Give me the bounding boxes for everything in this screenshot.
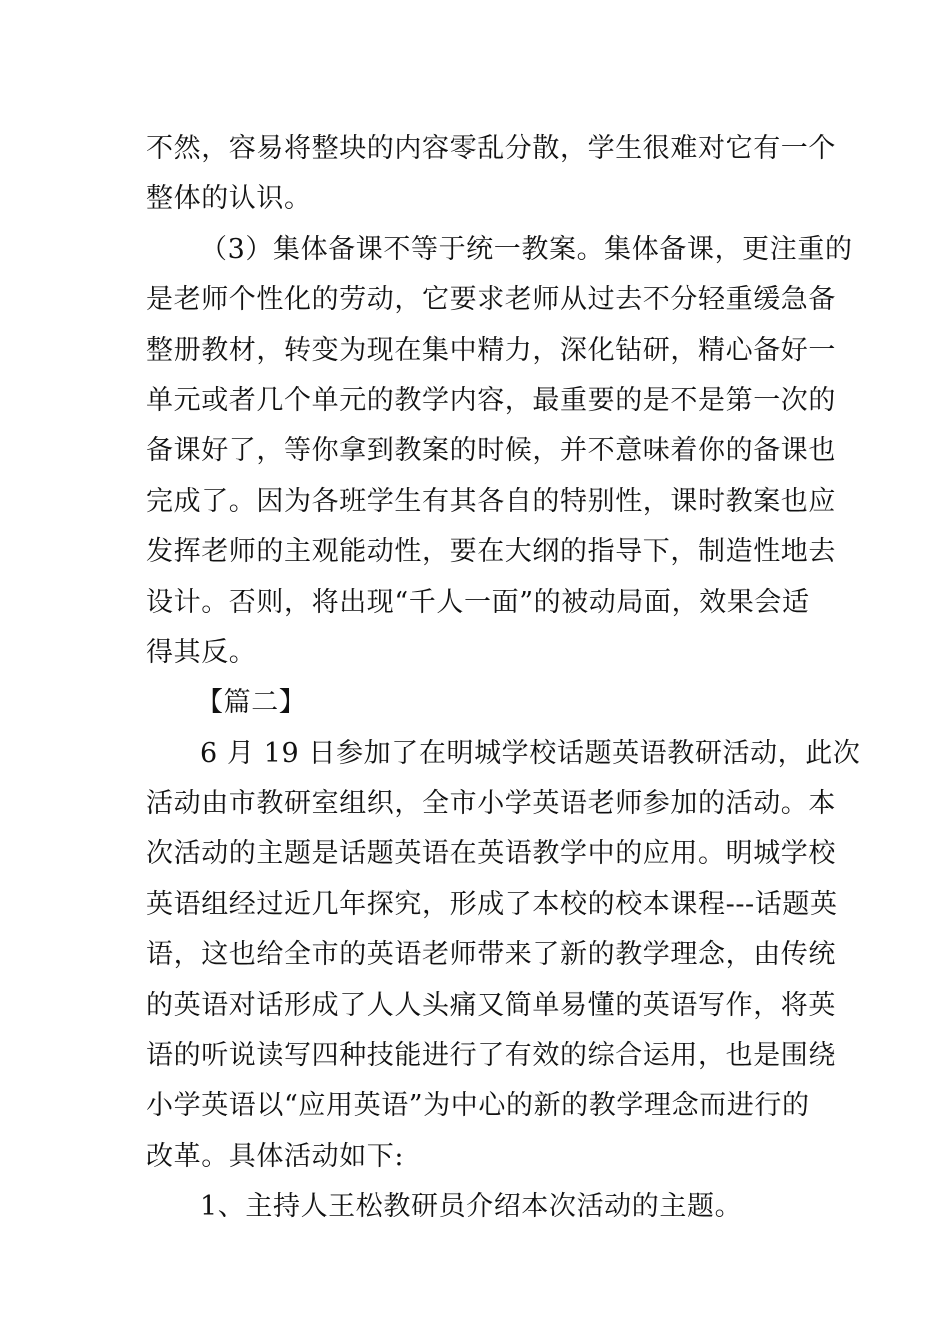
text-line: 单元或者几个单元的教学内容，最重要的是不是第一次的 bbox=[146, 384, 836, 416]
text-line: 改革。具体活动如下: bbox=[146, 1140, 405, 1172]
text-line: 得其反。 bbox=[146, 636, 257, 668]
section-heading: 【篇二】 bbox=[196, 687, 307, 719]
text-line: 设计。否则，将出现“千人一面”的被动局面，效果会适 bbox=[146, 586, 810, 618]
text-line: 完成了。因为各班学生有其各自的特别性，课时教案也应 bbox=[146, 485, 836, 517]
text-line: 次活动的主题是话题英语在英语教学中的应用。明城学校 bbox=[146, 838, 836, 870]
text-line: 小学英语以“应用英语”为中心的新的教学理念而进行的 bbox=[146, 1090, 810, 1122]
text-line: 活动由市教研室组织，全市小学英语老师参加的活动。本 bbox=[146, 788, 836, 820]
text-line: 整体的认识。 bbox=[146, 183, 312, 215]
text-line: 6 月 19 日参加了在明城学校话题英语教研活动，此次 bbox=[200, 737, 861, 769]
text-line: 是老师个性化的劳动，它要求老师从过去不分轻重缓急备 bbox=[146, 284, 836, 316]
text-line: 英语组经过近几年探究，形成了本校的校本课程---话题英 bbox=[146, 888, 838, 920]
text-line: （3）集体备课不等于统一教案。集体备课，更注重的 bbox=[200, 233, 853, 265]
text-line: 语的听说读写四种技能进行了有效的综合运用，也是围绕 bbox=[146, 1040, 836, 1072]
text-line: 不然，容易将整块的内容零乱分散，学生很难对它有一个 bbox=[146, 133, 836, 164]
text-line: 发挥老师的主观能动性，要在大纲的指导下，制造性地去 bbox=[146, 536, 836, 568]
document-body bbox=[146, 124, 861, 1233]
text-line: 整册教材，转变为现在集中精力，深化钻研，精心备好一 bbox=[146, 334, 836, 366]
text-line: 1、主持人王松教研员介绍本次活动的主题。 bbox=[200, 1191, 743, 1223]
text-line: 语，这也给全市的英语老师带来了新的教学理念，由传统 bbox=[146, 939, 836, 971]
text-line: 的英语对话形成了人人头痛又简单易懂的英语写作，将英 bbox=[146, 989, 836, 1021]
text-line: 备课好了，等你拿到教案的时候，并不意味着你的备课也 bbox=[146, 435, 836, 467]
